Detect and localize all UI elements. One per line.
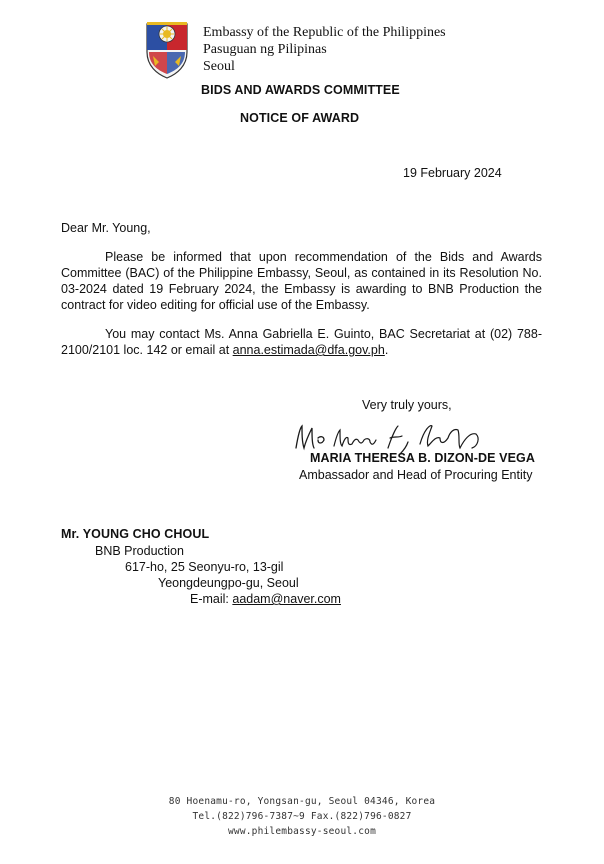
award-paragraph: Please be informed that upon recommendation of the Bids and Awards Committee (BAC) of the Philippine Embassy, Seoul, as contained in its Resolution No. 03-2024 dated 19 February 2024, the Embassy is awarding to BNB Production the contract for video editing for official use of the Embassy. xyxy=(61,250,542,312)
addressee-street: 617-ho, 25 Seonyu-ro, 13-gil xyxy=(125,560,284,574)
addressee-district: Yeongdeungpo-gu, Seoul xyxy=(158,576,299,590)
notice-heading: NOTICE OF AWARD xyxy=(240,111,360,125)
email-label: E-mail: xyxy=(190,592,233,606)
embassy-name-filipino: Pasuguan ng Pilipinas xyxy=(203,42,327,57)
addressee-name: Mr. YOUNG CHO CHOUL xyxy=(61,527,210,541)
addressee-company: BNB Production xyxy=(95,544,184,558)
addressee-email-link[interactable]: aadam@naver.com xyxy=(232,592,341,606)
embassy-name: Embassy of the Republic of the Philippines xyxy=(203,25,446,40)
closing: Very truly yours, xyxy=(362,398,452,412)
contact-paragraph xyxy=(61,326,542,358)
salutation: Dear Mr. Young, xyxy=(61,221,151,235)
footer-phones: Tel.(822)796-7387~9 Fax.(822)796-0827 xyxy=(192,811,412,822)
bac-email-link[interactable]: anna.estimada@dfa.gov.ph xyxy=(232,343,385,357)
philippine-seal-icon xyxy=(143,20,191,80)
committee-heading: BIDS AND AWARDS COMMITTEE xyxy=(201,83,400,97)
footer-address: 80 Hoenamu-ro, Yongsan-gu, Seoul 04346, Korea xyxy=(168,796,436,807)
letter-date: 19 February 2024 xyxy=(403,166,502,180)
contact-end: . xyxy=(384,343,389,357)
contact-text: You may contact Ms. Anna Gabriella E. Guinto, BAC Secretariat at (02) 788-2100/2101 loc. 142 or email at xyxy=(61,327,542,357)
signatory-title: Ambassador and Head of Procuring Entity xyxy=(299,468,533,482)
embassy-city: Seoul xyxy=(203,59,235,74)
addressee-email-line xyxy=(190,591,341,607)
signatory-name: MARIA THERESA B. DIZON-DE VEGA xyxy=(310,451,535,465)
footer-website[interactable]: www.philembassy-seoul.com xyxy=(228,826,376,837)
